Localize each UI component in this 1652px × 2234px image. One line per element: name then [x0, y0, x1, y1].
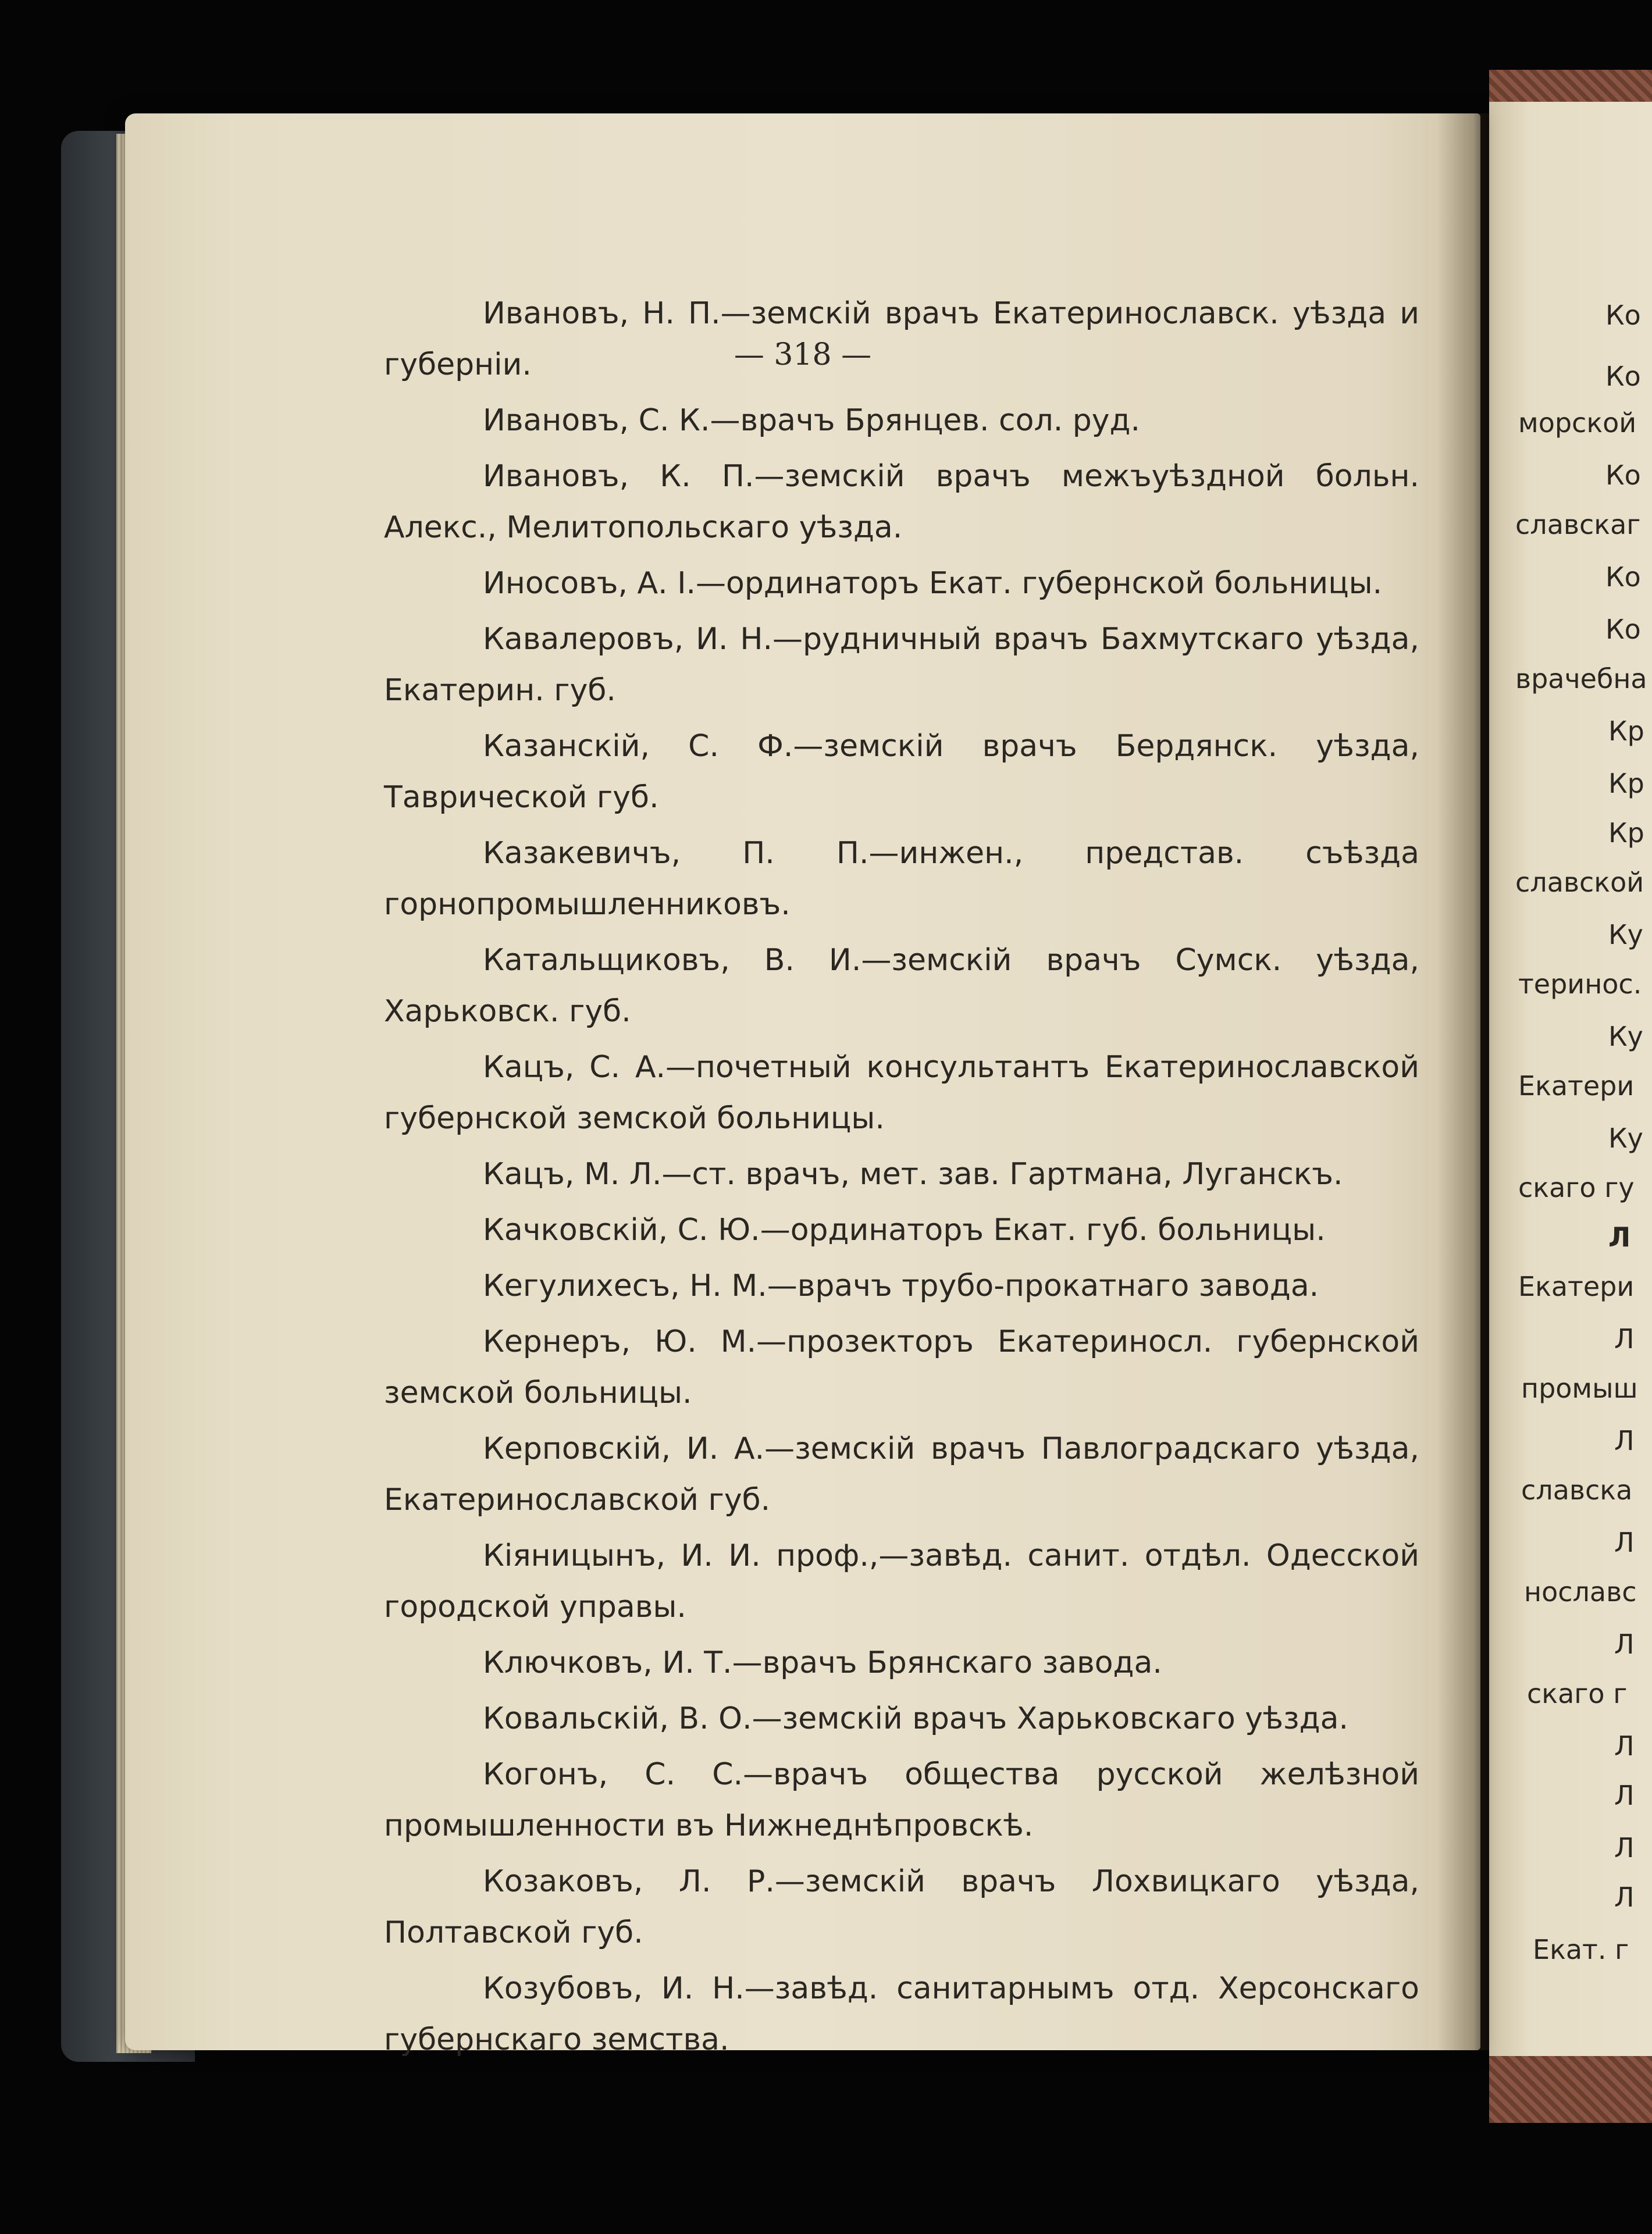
right-page-line: морской [1518, 407, 1637, 439]
right-page-line: славска [1521, 1474, 1633, 1506]
directory-entry: Кацъ, М. Л.—ст. врачъ, мет. зав. Гартмана, Луганскъ. [483, 1157, 1343, 1192]
directory-entry: Казанскій, С. Ф.—земскій врачъ Бердянск. уѣзда, Таврической губ. [384, 729, 1419, 815]
directory-entry: Качковскій, С. Ю.—ординаторъ Екат. губ. больницы. [483, 1213, 1326, 1248]
directory-entry: Козубовъ, И. Н.—завѣд. санитарнымъ отд. Херсонскаго губернскаго земства. [384, 1971, 1419, 2057]
directory-entry: Кернеръ, Ю. М.—прозекторъ Екатериносл. губернской земской больницы. [384, 1324, 1419, 1410]
right-page-line: славской [1515, 867, 1644, 898]
right-page-line: славскаг [1515, 509, 1641, 540]
right-page-line: Ко [1605, 561, 1641, 593]
right-page-line: Ко [1605, 300, 1641, 331]
right-page-line: Ку [1608, 1021, 1643, 1052]
directory-entry: Ключковъ, И. Т.—врачъ Брянскаго завода. [483, 1645, 1162, 1680]
right-page-line: Ко [1605, 361, 1641, 392]
right-page-line: Л [1614, 1882, 1635, 1913]
right-page-line: Л [1608, 1221, 1631, 1253]
right-page-line: теринос. [1518, 968, 1642, 1000]
directory-entry: Ивановъ, С. К.—врачъ Брянцев. сол. руд. [483, 403, 1141, 438]
page-gutter-shadow [1437, 113, 1489, 2050]
right-page-line: Ко [1605, 614, 1641, 645]
right-page-line: Л [1614, 1730, 1635, 1762]
directory-entry: Ивановъ, К. П.—земскій врачъ межъуѣздной больн. Алекс., Мелитопольскаго уѣзда. [384, 459, 1419, 545]
right-page-line: Екатери [1518, 1070, 1635, 1102]
right-page-line: скаго г [1527, 1678, 1628, 1709]
directory-entry: Катальщиковъ, В. И.—земскій врачъ Сумск. уѣзда, Харьковск. губ. [384, 943, 1419, 1029]
directory-entry: Ивановъ, Н. П.—земскій врачъ Екатеринославск. уѣзда и губерніи. [384, 296, 1419, 382]
right-page-line: Ку [1608, 1123, 1643, 1154]
right-page-line: Л [1614, 1425, 1635, 1456]
directory-entry: Ковальскій, В. О.—земскій врачъ Харьковскаго уѣзда. [483, 1701, 1349, 1736]
directory-entry: Иносовъ, А. І.—ординаторъ Екат. губернской больницы. [483, 566, 1383, 601]
right-page-line: Ку [1608, 919, 1643, 950]
right-page-line: Кр [1608, 715, 1644, 747]
directory-entry: Кацъ, С. А.—почетный консультантъ Екатеринославской губернской земской больницы. [384, 1050, 1419, 1136]
right-page-line: Екат. г [1533, 1934, 1629, 1965]
right-page-line: Л [1614, 1527, 1635, 1558]
right-page-line: скаго гу [1518, 1172, 1635, 1203]
right-page-line: Кр [1608, 768, 1644, 799]
directory-entry: Керповскій, И. А.—земскій врачъ Павлоградскаго уѣзда, Екатеринославской губ. [384, 1431, 1419, 1517]
directory-entry: Когонъ, С. С.—врачъ общества русской желѣзной промышленности въ Нижнеднѣпровскѣ. [384, 1757, 1419, 1843]
directory-entry: Казакевичъ, П. П.—инжен., представ. съѣзда горнопромышленниковъ. [384, 836, 1419, 922]
right-page-line: Ко [1605, 459, 1641, 491]
right-page-line: Л [1614, 1832, 1635, 1864]
directory-entry: Козаковъ, Л. Р.—земскій врачъ Лохвицкаго уѣзда, Полтавской губ. [384, 1864, 1419, 1950]
right-page [1489, 102, 1652, 2056]
right-page-line: Кр [1608, 817, 1644, 849]
directory-entry: Кіяницынъ, И. И. проф.,—завѣд. санит. отдѣл. Одесской городской управы. [384, 1538, 1419, 1624]
page-number: — 318 — [734, 337, 872, 372]
directory-entry: Кавалеровъ, И. Н.—рудничный врачъ Бахмутскаго уѣзда, Екатерин. губ. [384, 622, 1419, 708]
right-page-line: Л [1614, 1629, 1635, 1660]
right-page-line: Екатери [1518, 1271, 1635, 1302]
right-page-line: врачебна [1515, 663, 1647, 694]
right-page-line: Л [1614, 1323, 1635, 1355]
right-page-line: промыш [1521, 1373, 1638, 1404]
right-page-line: нославс [1524, 1576, 1637, 1608]
directory-entries [384, 288, 1419, 2070]
right-page-line: Л [1614, 1780, 1635, 1811]
directory-entry: Кегулихесъ, Н. М.—врачъ трубо-прокатнаго завода. [483, 1269, 1319, 1303]
